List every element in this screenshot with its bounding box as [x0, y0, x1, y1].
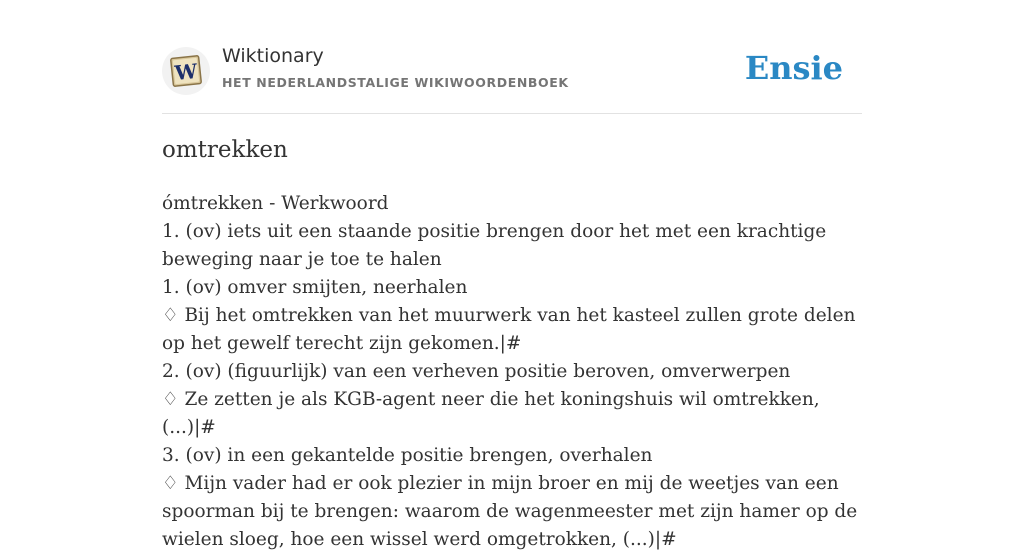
- definition-line: 1. (ov) iets uit een staande positie brengen door het met een krachtige beweging naar je toe te halen: [162, 221, 827, 270]
- definition-line: 3. (ov) in een gekantelde positie brengen, overhalen: [162, 445, 653, 466]
- page-title: omtrekken: [162, 137, 288, 163]
- site-subtitle: HET NEDERLANDSTALIGE WIKIWOORDENBOEK: [222, 75, 569, 90]
- content-container: [162, 0, 862, 550]
- definition-line: 2. (ov) (figuurlijk) van een verheven positie beroven, omverwerpen: [162, 361, 791, 382]
- definition-entry: [162, 190, 862, 554]
- example-line: ♢ Mijn vader had er ook plezier in mijn broer en mij de weetjes van een spoorman bij te brengen: waarom de wagenmeester met zijn hamer op de wielen sloeg, hoe een wissel werd omgetrokken, (...)|#: [162, 473, 858, 550]
- site-header: [162, 0, 862, 114]
- definition-line: 1. (ov) omver smijten, neerhalen: [162, 277, 468, 298]
- ensie-brand-logo[interactable]: Ensie: [744, 49, 843, 87]
- example-line: ♢ Ze zetten je als KGB-agent neer die het koningshuis wil omtrekken, (...)|#: [162, 389, 820, 438]
- example-line: ♢ Bij het omtrekken van het muurwerk van het kasteel zullen grote delen op het gewelf terecht zijn gekomen.|#: [162, 305, 856, 354]
- site-name[interactable]: Wiktionary: [222, 45, 324, 67]
- svg-text:W: W: [173, 58, 199, 86]
- entry-heading: ómtrekken - Werkwoord: [162, 193, 389, 214]
- wiktionary-logo-icon[interactable]: [162, 47, 210, 95]
